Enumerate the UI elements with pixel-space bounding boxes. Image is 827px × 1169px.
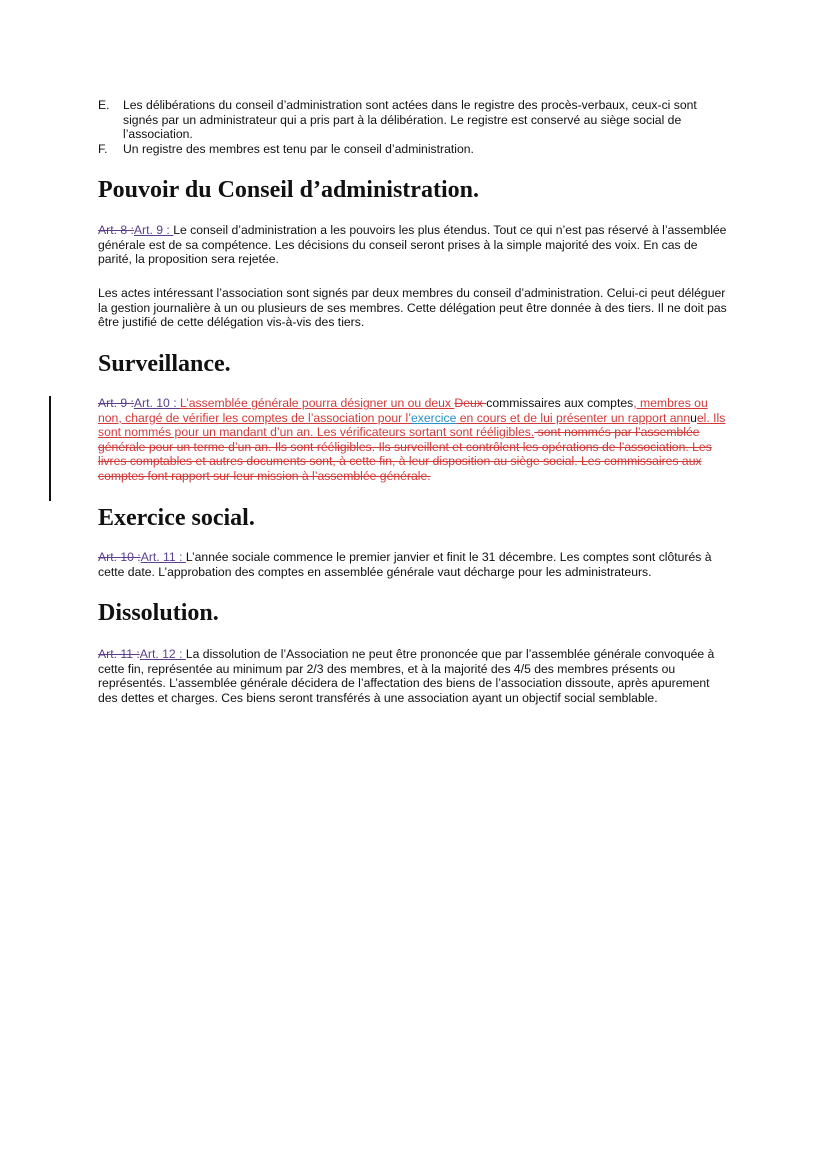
- list-item-text: Un registre des membres est tenu par le conseil d’administration.: [123, 141, 474, 156]
- deleted-article-number: Art. 10 :: [98, 550, 141, 564]
- paragraph-text: Le conseil d’administration a les pouvoirs les plus étendus. Tout ce qui n’est pas réservé à l’assemblée générale est de sa compétence. Les décisions du conseil seront prises à la simple majorité des voix. En cas de parité, la proposition sera rejetée.: [98, 223, 727, 267]
- list-item: [98, 142, 728, 157]
- heading-pouvoir: Pouvoir du Conseil d’administration.: [98, 177, 479, 203]
- inserted-article-number: Art. 12 :: [139, 647, 186, 661]
- inserted-text: L’assemblée générale pourra désigner un ou deux: [179, 396, 455, 410]
- deliberation-list: [98, 98, 728, 156]
- paragraph-text: L’année sociale commence le premier janvier et finit le 31 décembre. Les comptes sont clôturés à cette date. L’approbation des comptes en assemblée générale vaut décharge pour les administrateurs.: [98, 550, 712, 579]
- change-bar: [49, 396, 51, 501]
- inserted-article-number: Art. 11 :: [140, 550, 186, 564]
- paragraph-art-9: [98, 223, 730, 267]
- inserted-text: en cours et de lui présenter un rapport ann: [456, 410, 691, 425]
- paragraph-text: u: [690, 410, 697, 425]
- deleted-article-number: Art. 11 :: [98, 647, 140, 661]
- paragraph-art-12: [98, 647, 730, 705]
- list-item: [98, 98, 728, 142]
- list-item-label: E.: [98, 98, 110, 112]
- paragraph-text: La dissolution de l’Association ne peut être prononcée que par l’assemblée générale convoquée à cette fin, représentée au minimum par 2/3 des membres, et à la majorité des 4/5 des membres présents ou représentés. L’assemblée générale décidera de l’affectation des biens de l’association dissoute, après apurement des dettes et charges. Ces biens seront transférés à une association ayant un objectif social semblable.: [98, 647, 715, 705]
- paragraph-text: Les actes intéressant l’association sont signés par deux membres du conseil d’administration. Celui-ci peut déléguer la gestion journalière à un ou plusieurs de ses membres. Cette délégation peut être donnée à des tiers. Il ne doit pas être justifié de cette délégation vis-à-vis des tiers.: [98, 286, 727, 330]
- deleted-article-number: Art. 8 :: [98, 223, 134, 237]
- inserted-text: el. Ils sont nommés pour un mandant d’un an. Les vérificateurs sortant sont rééligibles.: [98, 410, 726, 440]
- heading-dissolution: Dissolution.: [98, 600, 219, 626]
- inserted-text: , membres ou non, chargé de vérifier les comptes de l’association pour l’: [98, 396, 708, 425]
- inserted-article-number: Art. 10 :: [133, 396, 180, 410]
- heading-exercice: Exercice social.: [98, 505, 255, 531]
- paragraph-art-10: [98, 396, 730, 484]
- deleted-article-number: Art. 9 :: [98, 396, 134, 410]
- deleted-text: sont nommés par l’assemblée générale pour un terme d’un an. Ils sont rééligibles. Ils surveillent et contrôlent les opérations de l’association. Les livres comptables et autres documents sont, à cette fin, à leur disposition au siège social. Les commissaires aux comptes font rapport sur leur mission à l’assemblée générale.: [98, 425, 712, 483]
- paragraph-text: commissaires aux comptes: [486, 396, 634, 410]
- list-item-label: F.: [98, 141, 108, 156]
- heading-surveillance: Surveillance.: [98, 351, 231, 377]
- inserted-article-number: Art. 9 :: [133, 223, 174, 237]
- list-item-text: Les délibérations du conseil d’administration sont actées dans le registre des procès-verbaux, ceux-ci sont signés par un administrateur qui a pris part à la délibération. Le registre est conservé au siège social de l’association.: [123, 98, 697, 142]
- paragraph-art-11: [98, 550, 730, 579]
- inserted-text-blue: exercice: [410, 410, 457, 425]
- deleted-text: Deux: [454, 396, 487, 410]
- paragraph-actes: [98, 286, 730, 330]
